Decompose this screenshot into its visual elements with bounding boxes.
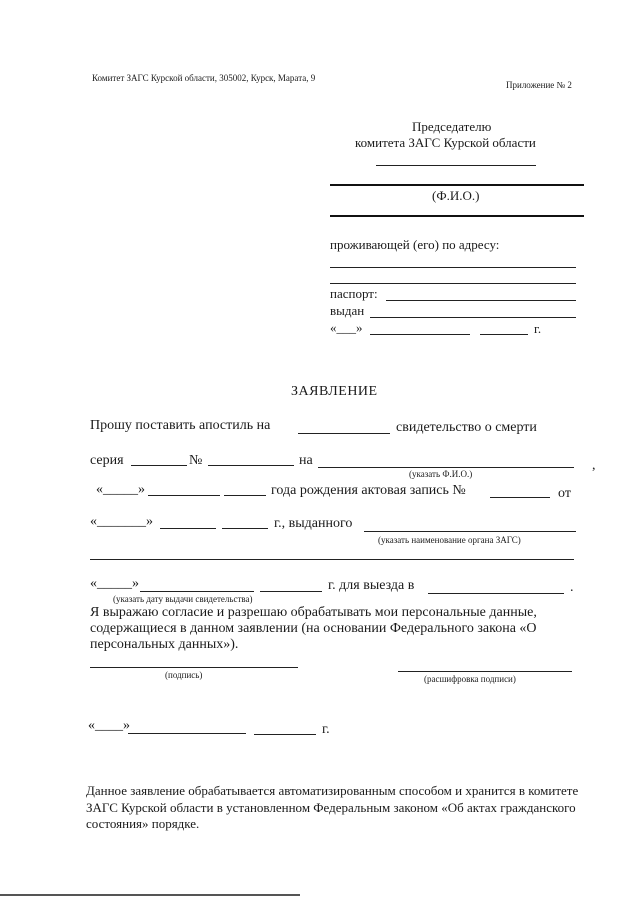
record-number-line (490, 497, 550, 498)
organ-continuation-line (90, 559, 574, 560)
consent-line-3: персональных данных»). (90, 637, 239, 652)
on-label: на (299, 453, 313, 468)
footer-line-2: ЗАГС Курской области в установленном Федеральным законом «Об актах гражданского (86, 800, 576, 815)
birth-year-record-label: года рождения актовая запись № (271, 483, 466, 498)
fio-caption: (Ф.И.О.) (432, 188, 480, 203)
addressee-committee: комитета ЗАГС Курской области (355, 135, 536, 150)
signature-decode-line (398, 671, 572, 672)
exit-country-line (428, 593, 564, 594)
record-date-quote: «_______» (90, 514, 153, 529)
request-document: свидетельство о смерти (396, 420, 537, 435)
document-title: ЗАЯВЛЕНИЕ (291, 384, 378, 399)
passport-year-line (480, 334, 528, 335)
birth-date-quote: «_____» (96, 482, 145, 497)
issue-year-line (260, 591, 322, 592)
organ-hint: (указать наименование органа ЗАГС) (378, 535, 521, 545)
scan-edge-line (0, 894, 300, 896)
application-year-line (254, 734, 316, 735)
application-date-quote: «____» (88, 718, 130, 733)
zags-organ-line (364, 531, 576, 532)
exit-label: г. для выезда в (328, 578, 415, 593)
applicant-name-line-2 (330, 215, 584, 217)
consent-line-1: Я выражаю согласие и разрешаю обрабатывать мои персональные данные, (90, 605, 537, 620)
from-label: от (558, 486, 571, 501)
org-address: Комитет ЗАГС Курской области, 305002, Курск, Марата, 9 (92, 73, 316, 83)
address-line-1 (330, 267, 576, 268)
chairman-name-line (376, 165, 536, 166)
issue-date-hint: (указать дату выдачи свидетельства) (113, 594, 253, 604)
issue-date-quote: «_____» (90, 576, 139, 591)
record-month-line (160, 528, 216, 529)
series-label: серия (90, 453, 124, 468)
consent-line-2: содержащиеся в данном заявлении (на основании Федерального закона «О (90, 621, 537, 636)
birth-month-line (148, 495, 220, 496)
request-prefix: Прошу поставить апостиль на (90, 418, 271, 433)
fio-hint: (указать Ф.И.О.) (409, 469, 473, 479)
addressee-title: Председателю (412, 119, 492, 134)
signature-decode-hint: (расшифровка подписи) (424, 674, 516, 684)
apostille-doc-line (298, 433, 390, 434)
passport-line (386, 300, 576, 301)
signature-hint: (подпись) (165, 670, 203, 680)
issued-label: выдан (330, 303, 365, 318)
issued-by-label: г., выданного (274, 516, 353, 531)
issue-month-line (140, 591, 254, 592)
passport-month-line (370, 334, 470, 335)
appendix-label: Приложение № 2 (506, 80, 572, 90)
number-sign: № (189, 453, 203, 468)
record-year-line (222, 528, 268, 529)
passport-year-suffix: г. (534, 321, 542, 336)
issued-line (370, 317, 576, 318)
passport-date-quote: «___» (330, 320, 363, 335)
passport-label: паспорт: (330, 286, 378, 301)
birth-year-line (224, 495, 266, 496)
deceased-name-line (318, 467, 574, 468)
footer-line-3: состояния» порядке. (86, 816, 200, 831)
application-year-suffix: г. (322, 722, 330, 737)
footer-line-1: Данное заявление обрабатывается автоматизированным способом и хранится в комитете (86, 783, 579, 798)
signature-line (90, 667, 298, 668)
comma: , (592, 458, 596, 473)
address-line-2 (330, 283, 576, 284)
application-month-line (128, 733, 246, 734)
certificate-number-line (208, 465, 294, 466)
period: . (570, 580, 574, 595)
residing-label: проживающей (его) по адресу: (330, 237, 500, 252)
series-line (131, 465, 187, 466)
applicant-name-line-1 (330, 184, 584, 186)
